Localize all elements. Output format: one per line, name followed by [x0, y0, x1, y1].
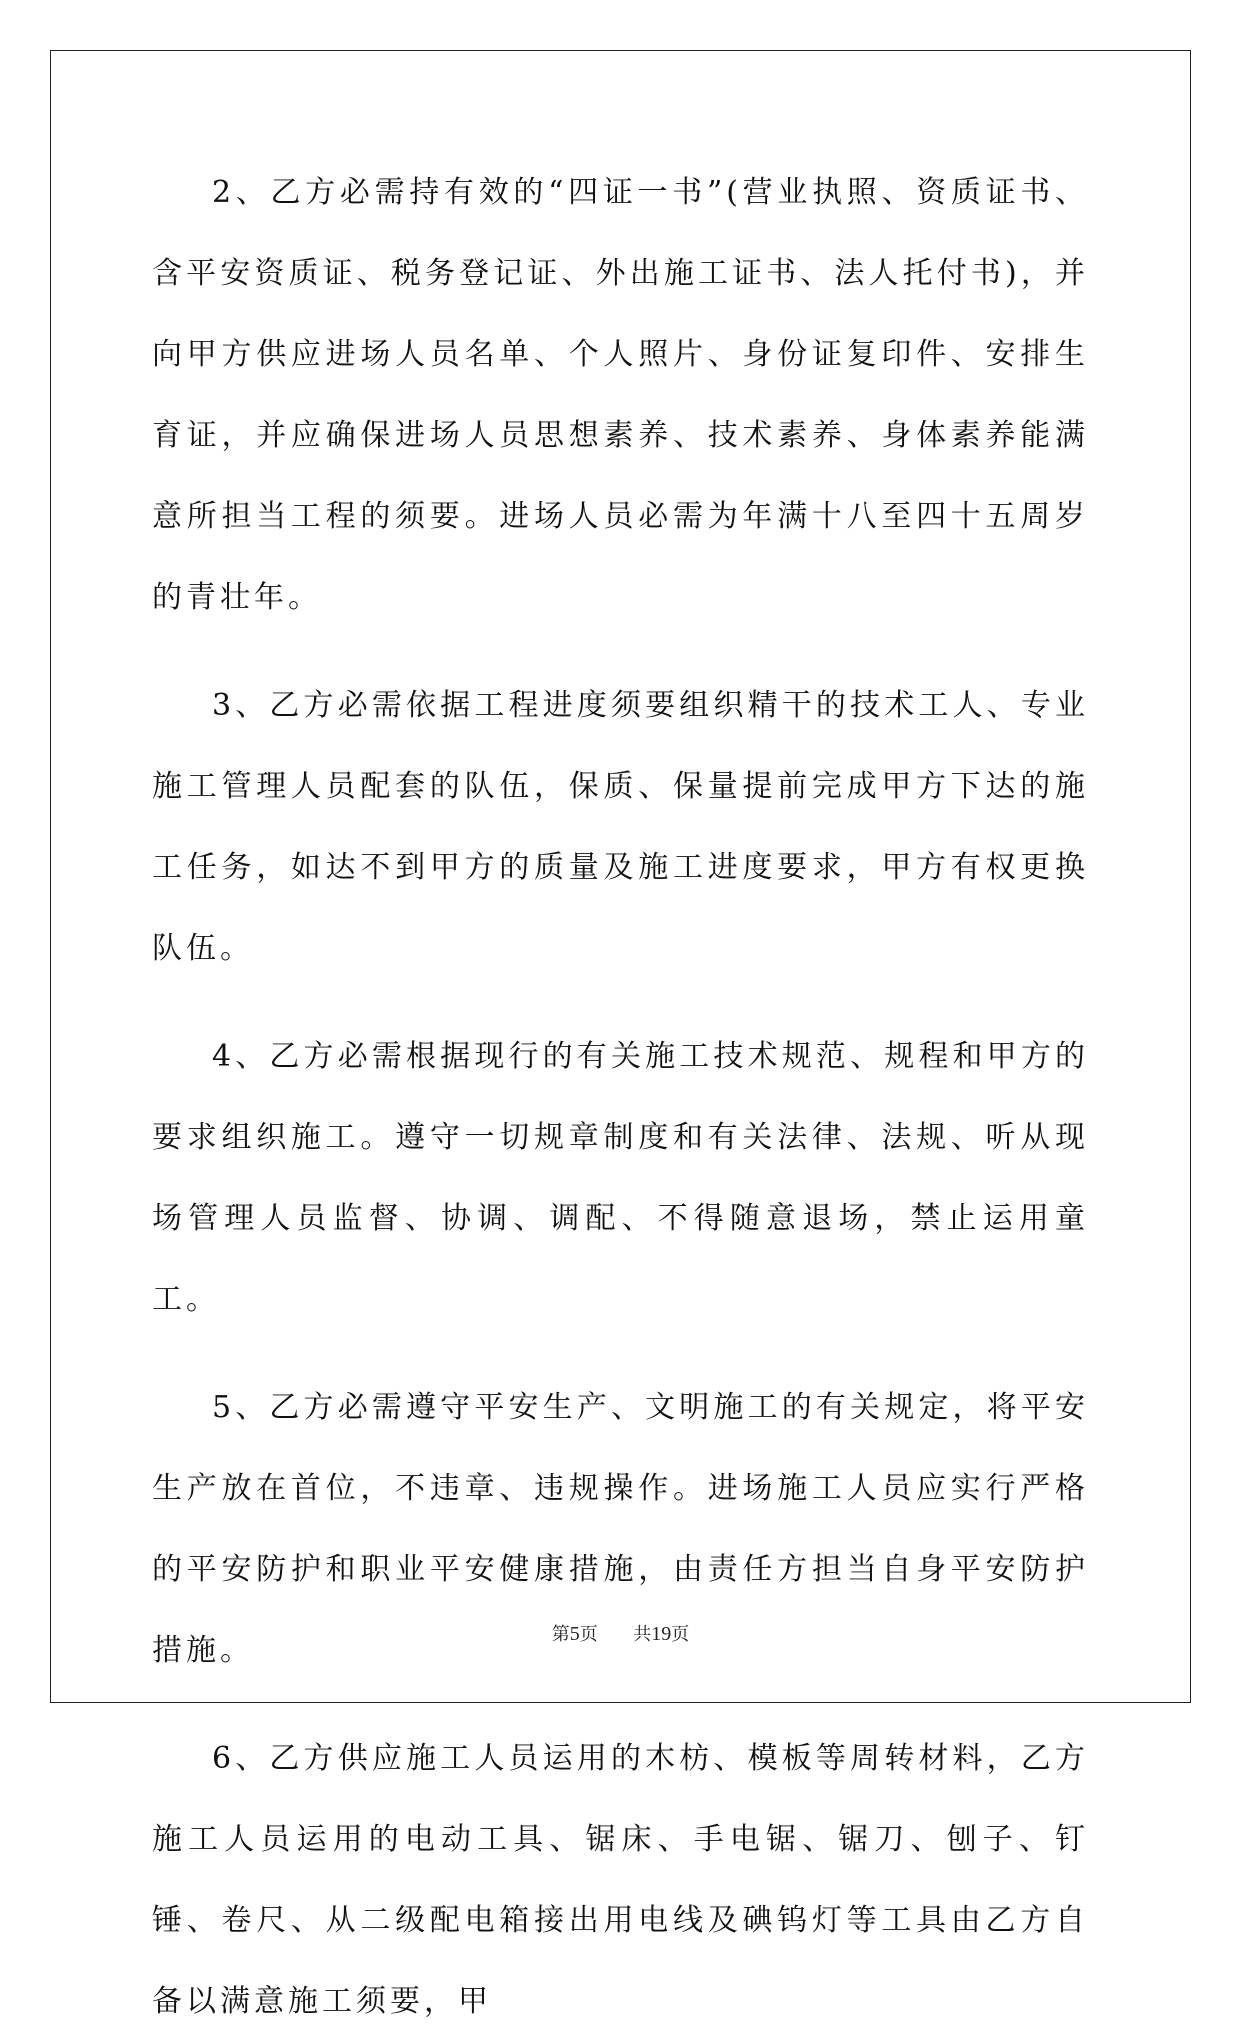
paragraph-2: 2、乙方必需持有效的“四证一书”(营业执照、资质证书、含平安资质证、税务登记证、外出施工证书、法人托付书)，并向甲方供应进场人员名单、个人照片、身份证复印件、安排生育证，并应确保进场人员思想素养、技术素养、身体素养能满意所担当工程的须要。进场人员必需为年满十八至四十五周岁的青壮年。 [152, 175, 1089, 615]
paragraph-6: 6、乙方供应施工人员运用的木枋、模板等周转材料，乙方施工人员运用的电动工具、锯床、手电锯、锯刀、刨子、钉锤、卷尺、从二级配电箱接出用电线及碘钨灯等工具由乙方自备以满意施工须要，甲 [152, 1741, 1089, 2019]
total-unit: 页 [671, 1624, 690, 1645]
total-count: 19 [651, 1623, 672, 1645]
page-current: 5 [569, 1623, 580, 1645]
paragraph-5: 5、乙方必需遵守平安生产、文明施工的有关规定，将平安生产放在首位，不违章、违规操作。进场施工人员应实行严格的平安防护和职业平安健康措施，由责任方担当自身平安防护措施。 [152, 1390, 1089, 1668]
paragraph-4: 4、乙方必需根据现行的有关施工技术规范、规程和甲方的要求组织施工。遵守一切规章制度和有关法律、法规、听从现场管理人员监督、协调、调配、不得随意退场，禁止运用童工。 [152, 1039, 1089, 1317]
page-unit: 页 [579, 1624, 598, 1645]
page-prefix: 第 [551, 1624, 570, 1645]
total-prefix: 共 [633, 1624, 652, 1645]
page-number [552, 1624, 604, 1645]
paragraph-3: 3、乙方必需依据工程进度须要组织精干的技术工人、专业施工管理人员配套的队伍，保质、保量提前完成甲方下达的施工任务，如达不到甲方的质量及施工进度要求，甲方有权更换队伍。 [152, 688, 1089, 966]
page-footer [0, 1622, 1241, 1647]
page-total [633, 1624, 689, 1645]
